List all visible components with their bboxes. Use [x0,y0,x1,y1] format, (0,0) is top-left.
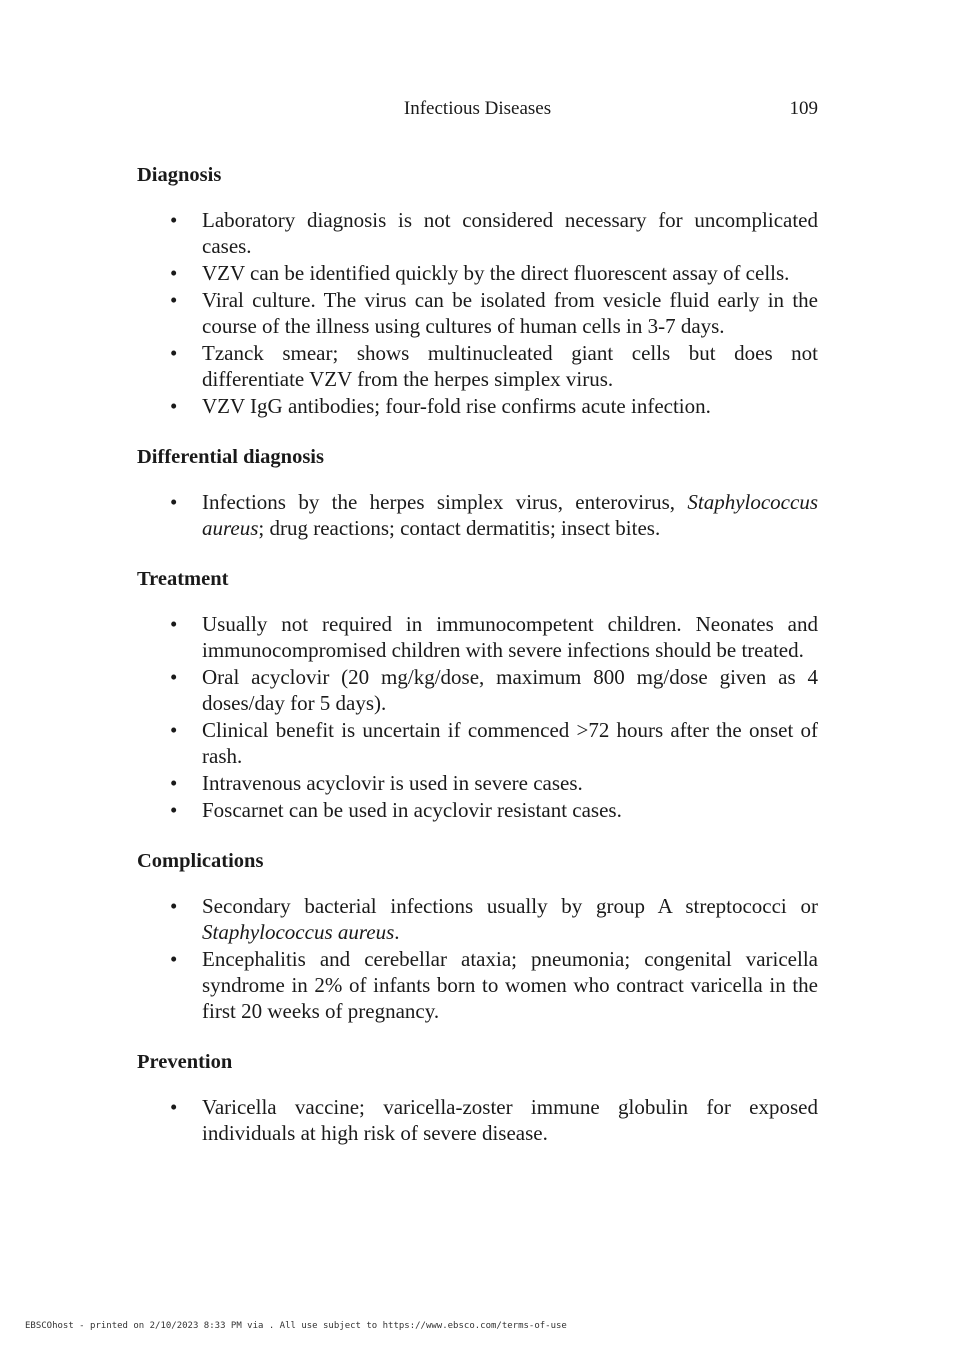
list-item: • VZV can be identified quickly by the direct fluorescent assay of cells. [137,260,818,286]
list-item: • Encephalitis and cerebellar ataxia; pneumonia; congenital varicella syndrome in 2% of infants born to women who contract varicella in the first 20 weeks of pregnancy. [137,946,818,1024]
list-item: • Viral culture. The virus can be isolated from vesicle fluid early in the course of the illness using cultures of human cells in 3-7 days. [137,287,818,339]
section-heading-diagnosis: Diagnosis [137,164,222,186]
italic-term: Staphylococcus aureus [202,490,818,540]
print-footer: EBSCOhost - printed on 2/10/2023 8:33 PM via . All use subject to https://www.ebsco.com/terms-of-use [25,1321,567,1331]
list-item: • Usually not required in immunocompetent children. Neonates and immunocompromised children with severe infections should be treated. [137,611,818,663]
list-item: • Foscarnet can be used in acyclovir resistant cases. [137,797,818,823]
item-text: Infections by the herpes simplex virus, enterovirus, [202,490,688,514]
list-item: • VZV IgG antibodies; four-fold rise confirms acute infection. [137,393,818,419]
list-item: • Clinical benefit is uncertain if commenced >72 hours after the onset of rash. [137,717,818,769]
section-heading-complications: Complications [137,850,264,872]
page-body [137,159,818,1168]
item-text: . [394,920,400,944]
running-header [137,96,818,122]
list-item [137,489,818,541]
diagnosis-list [137,207,818,419]
list-item: • Laboratory diagnosis is not considered necessary for uncomplicated cases. [137,207,818,259]
italic-term: Staphylococcus aureus [202,920,395,944]
section-heading-prevention: Prevention [137,1051,233,1073]
list-item: • Varicella vaccine; varicella-zoster immune globulin for exposed individuals at high risk of severe disease. [137,1094,818,1146]
differential-list [137,489,818,541]
page-number: 109 [789,98,818,119]
complications-list [137,893,818,1024]
prevention-list [137,1094,818,1146]
item-text: Secondary bacterial infections usually by group A streptococci or [202,894,818,918]
list-item: • Oral acyclovir (20 mg/kg/dose, maximum 800 mg/dose given as 4 doses/day for 5 days). [137,664,818,716]
running-title: Infectious Diseases [403,98,552,119]
item-text: ; drug reactions; contact dermatitis; insect bites. [258,516,661,540]
list-item: • Intravenous acyclovir is used in severe cases. [137,770,818,796]
list-item [137,893,818,945]
section-heading-treatment: Treatment [137,568,229,590]
list-item: • Tzanck smear; shows multinucleated giant cells but does not differentiate VZV from the herpes simplex virus. [137,340,818,392]
treatment-list [137,611,818,823]
section-heading-differential: Differential diagnosis [137,446,324,468]
